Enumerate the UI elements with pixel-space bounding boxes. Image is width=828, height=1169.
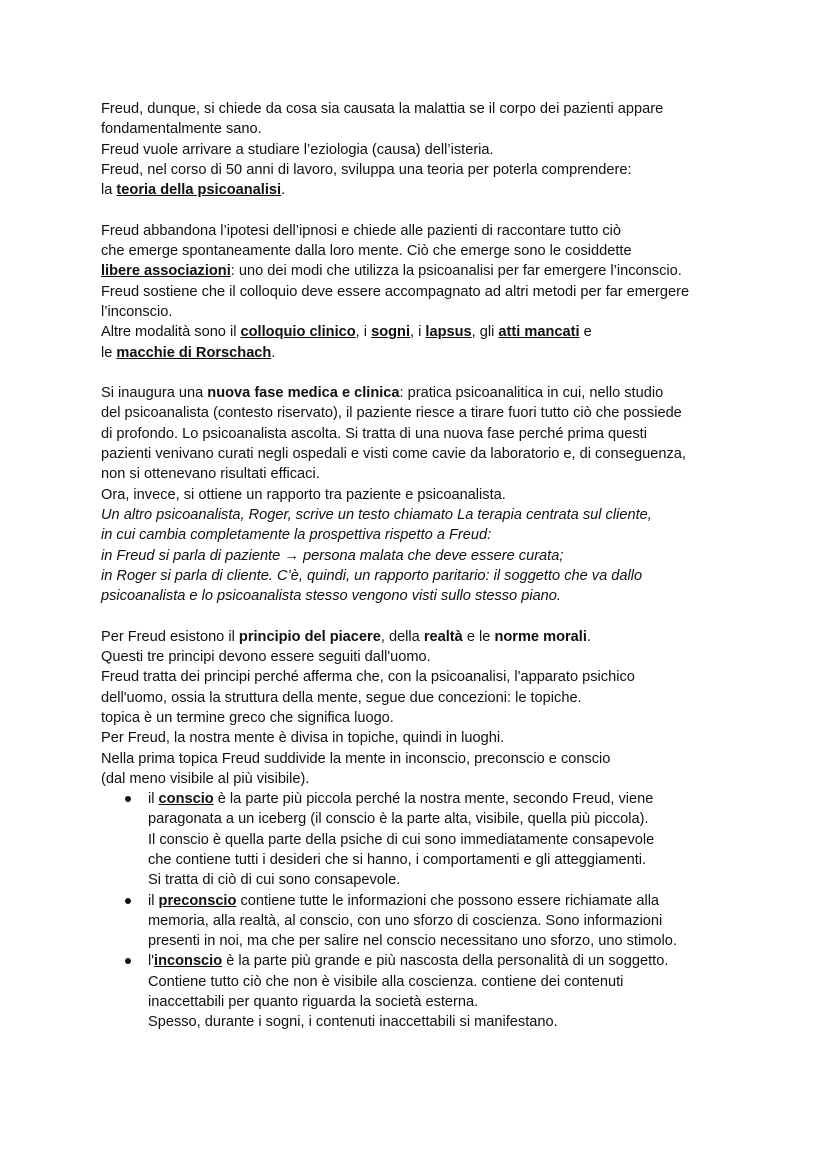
- text-line: [101, 343, 781, 363]
- text-run: : pratica psicoanalitica in cui, nello studio: [399, 385, 664, 402]
- text-run: l': [148, 953, 155, 970]
- text-run: e le: [462, 628, 495, 645]
- text-line: Freud sostiene che il colloquio deve essere accompagnato ad altri metodi per far emergere: [101, 283, 690, 300]
- key-term-sogni: sogni: [371, 324, 410, 341]
- text-line: (dal meno visibile al più visibile).: [101, 770, 310, 787]
- italic-line: Un altro psicoanalista, Roger, scrive un testo chiamato La terapia centrata sul cliente,: [101, 506, 652, 523]
- text-run: : uno dei modi che utilizza la psicoanalisi per far emergere l’inconscio.: [230, 263, 682, 280]
- paragraph-associations: [101, 221, 781, 363]
- key-term-nuova-fase: nuova fase medica e clinica: [207, 385, 400, 402]
- key-term-inconscio: inconscio: [154, 953, 223, 970]
- bullet-dot-icon: [125, 898, 131, 904]
- key-term-psicoanalisi: teoria della psicoanalisi: [116, 182, 282, 199]
- text-line: [101, 180, 781, 200]
- key-term-conscio: conscio: [158, 791, 214, 808]
- paragraph-gap: [101, 606, 781, 626]
- key-term-libere-associazioni: libere associazioni: [101, 263, 231, 280]
- text-line: che contiene tutti i desideri che si hanno, i comportamenti e gli atteggiamenti.: [148, 851, 647, 868]
- text-line: Freud, nel corso di 50 anni di lavoro, sviluppa una teoria per poterla comprendere:: [101, 161, 632, 178]
- text-line: Freud tratta dei principi perché afferma che, con la psicoanalisi, l'apparato psichico: [101, 669, 635, 686]
- text-run: le: [101, 344, 117, 361]
- text-line: Il conscio è quella parte della psiche di cui sono immediatamente consapevole: [148, 831, 655, 848]
- text-line: paragonata a un iceberg (il conscio è la parte alta, visibile, quella più piccola).: [148, 811, 649, 828]
- key-term-macchie-rorschach: macchie di Rorschach: [116, 344, 272, 361]
- text-line: [101, 627, 781, 647]
- text-run: .: [586, 628, 591, 645]
- text-line: [101, 322, 781, 342]
- topica-bullet-list: [101, 789, 781, 1033]
- key-term-atti-mancati: atti mancati: [498, 324, 580, 341]
- text-run: Per Freud esistono il: [101, 628, 239, 645]
- bullet-item-inconscio: [101, 951, 781, 1032]
- text-run: .: [281, 182, 286, 199]
- text-line: Contiene tutto ciò che non è visibile alla coscienza. contiene dei contenuti: [148, 973, 624, 990]
- italic-line: in Freud si parla di paziente → persona malata che deve essere curata;: [101, 547, 564, 564]
- text-run: , della: [380, 628, 424, 645]
- key-term-realta: realtà: [423, 628, 463, 645]
- text-line: dell'uomo, ossia la struttura della mente, segue due concezioni: le topiche.: [101, 689, 582, 706]
- bullet-item-conscio: [101, 789, 781, 890]
- text-line: topica è un termine greco che significa luogo.: [101, 709, 394, 726]
- italic-line: in cui cambia completamente la prospettiva rispetto a Freud:: [101, 527, 492, 544]
- italic-line: in Roger si parla di cliente. C’è, quindi, un rapporto paritario: il soggetto che va dallo: [101, 567, 643, 584]
- text-line: Freud vuole arrivare a studiare l’eziologia (causa) dell’isteria.: [101, 141, 494, 158]
- paragraph-gap: [101, 200, 781, 220]
- text-line: inaccettabili per quanto riguarda la società esterna.: [148, 994, 479, 1011]
- text-run: è la parte più grande e più nascosta della personalità di un soggetto.: [222, 953, 669, 970]
- text-line: Si tratta di ciò di cui sono consapevole.: [148, 872, 401, 889]
- italic-line: psicoanalista e lo psicoanalista stesso vengono visti sullo stesso piano.: [101, 588, 561, 605]
- paragraph-principles: [101, 627, 781, 789]
- key-term-principio-piacere: principio del piacere: [238, 628, 381, 645]
- text-line: Nella prima topica Freud suddivide la mente in inconscio, preconscio e conscio: [101, 750, 611, 767]
- text-run: Altre modalità sono il: [101, 324, 241, 341]
- text-line: Freud, dunque, si chiede da cosa sia causata la malattia se il corpo dei pazienti appare: [101, 101, 664, 117]
- key-term-lapsus: lapsus: [425, 324, 472, 341]
- text-line: fondamentalmente sano.: [101, 121, 262, 138]
- text-run: e: [579, 324, 592, 341]
- text-line: pazienti venivano curati negli ospedali e visti come cavie da laboratorio e, di conseguenza,: [101, 446, 686, 463]
- text-run: il: [148, 791, 159, 808]
- key-term-preconscio: preconscio: [158, 892, 237, 909]
- text-line: Spesso, durante i sogni, i contenuti inaccettabili si manifestano.: [148, 1014, 558, 1031]
- text-run: , i: [355, 324, 372, 341]
- text-line: non si ottenevano risultati efficaci.: [101, 466, 320, 483]
- text-run: contiene tutte le informazioni che possono essere richiamate alla: [236, 892, 660, 909]
- document-page: [101, 99, 781, 1033]
- text-run: .: [271, 344, 276, 361]
- text-line: [148, 951, 781, 971]
- text-line: [148, 891, 781, 911]
- text-line: di profondo. Lo psicoanalista ascolta. Si tratta di una nuova fase perché prima questi: [101, 425, 647, 442]
- text-line: Ora, invece, si ottiene un rapporto tra paziente e psicoanalista.: [101, 486, 506, 503]
- bullet-item-preconscio: [101, 891, 781, 952]
- text-line: Questi tre principi devono essere seguiti dall'uomo.: [101, 649, 431, 666]
- text-line: presenti in noi, ma che per salire nel conscio necessitano uno sforzo, uno stimolo.: [148, 933, 677, 950]
- paragraph-new-phase: [101, 383, 781, 606]
- text-run: Si inaugura una: [101, 385, 208, 402]
- text-run: , i: [410, 324, 426, 341]
- text-line: Per Freud, la nostra mente è divisa in topiche, quindi in luoghi.: [101, 730, 505, 747]
- paragraph-intro: [101, 99, 781, 200]
- key-term-colloquio-clinico: colloquio clinico: [240, 324, 356, 341]
- text-run: la: [101, 182, 117, 199]
- text-line: del psicoanalista (contesto riservato), il paziente riesce a tirare fuori tutto ciò che possiede: [101, 405, 682, 422]
- text-run: il: [148, 892, 159, 909]
- text-line: che emerge spontaneamente dalla loro mente. Ciò che emerge sono le cosiddette: [101, 243, 632, 260]
- bullet-dot-icon: [125, 958, 131, 964]
- text-line: Freud abbandona l’ipotesi dell’ipnosi e chiede alle pazienti di raccontare tutto ciò: [101, 222, 622, 239]
- key-term-norme-morali: norme morali: [494, 628, 587, 645]
- text-line: [101, 383, 781, 403]
- text-run: è la parte più piccola perché la nostra mente, secondo Freud, viene: [213, 791, 654, 808]
- text-line: [101, 261, 781, 281]
- text-line: memoria, alla realtà, al conscio, con uno sforzo di coscienza. Sono informazioni: [148, 912, 663, 929]
- text-line: l’inconscio.: [101, 303, 173, 320]
- bullet-dot-icon: [125, 796, 131, 802]
- text-run: , gli: [471, 324, 499, 341]
- paragraph-gap: [101, 363, 781, 383]
- text-line: [148, 789, 781, 809]
